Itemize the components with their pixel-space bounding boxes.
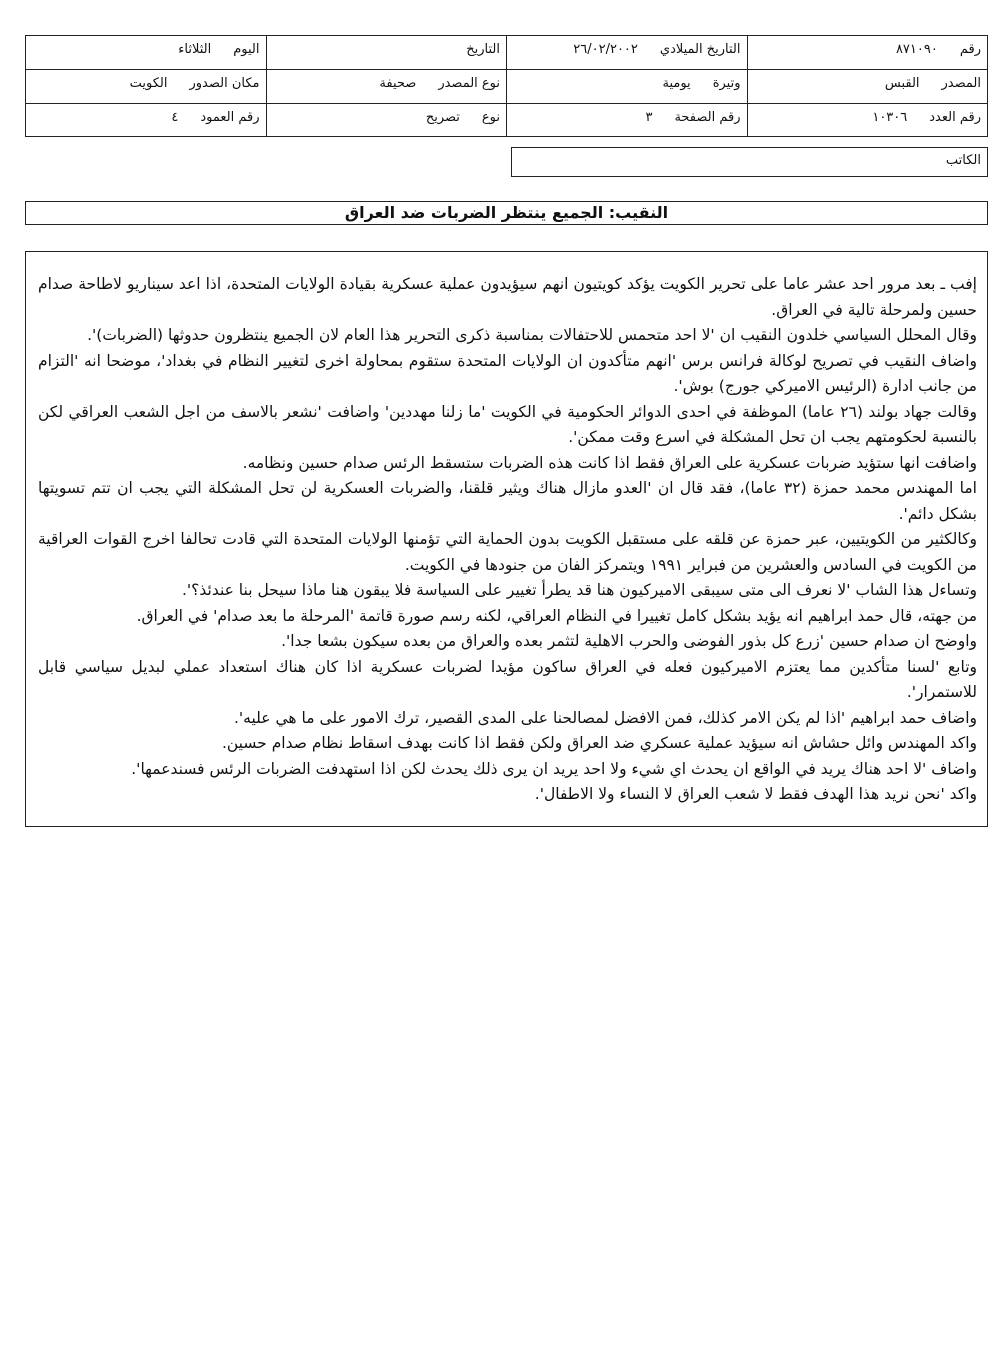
source-value: القبس [884,76,920,91]
writer-label: الكاتب [945,153,981,168]
source-type-value: صحيفة [379,76,417,91]
day-value: الثلاثاء [178,42,212,57]
publication-place-label: مكان الصدور [189,76,260,91]
article-headline: النقيب: الجميع ينتظر الضربات ضد العراق [25,201,988,225]
day-cell [26,36,266,69]
source-type-label: نوع المصدر [438,76,500,91]
article-paragraph: من جهته، قال حمد ابراهيم انه يؤيد بشكل كامل تغييرا في النظام العراقي، لكنه رسم صورة قاتمة 'المرحلة ما بعد صدام' في العراق. [136,606,977,625]
article-paragraph: واضاف النقيب في تصريح لوكالة فرانس برس 'انهم متأكدون ان الولايات المتحدة ستقوم بمحاولة اخرى لتغيير النظام في بغداد'، موضحا انه 'التزام من جانب ادارة (الرئيس الاميركي جورج) بوش'. [38,351,977,395]
day-label: اليوم [233,42,260,57]
metadata-table [25,35,988,137]
publication-place-cell [26,70,266,103]
issue-number-cell [747,104,988,136]
source-cell [747,70,988,103]
writer-field [511,147,988,177]
frequency-label: وتيرة [712,76,741,91]
issue-number-label: رقم العدد [929,110,981,125]
article-paragraph: واكد المهندس وائل حشاش انه سيؤيد عملية عسكري ضد العراق ولكن فقط اذا كانت بهدف اسقاط نظام صدام حسين. [221,734,977,752]
gregorian-date-cell [506,36,747,69]
article-paragraph: اما المهندس محمد حمزة (٣٢ عاما)، فقد قال ان 'العدو مازال هناك ويثير قلقنا، والضربات العسكرية لن تحل المشكلة التي يجب ان تتم تسويتها بشكل دائم'. [38,479,977,523]
page-number-value: ٣ [645,110,653,125]
article-paragraph: إفب ـ بعد مرور احد عشر عاما على تحرير الكويت يؤكد كويتيون انهم سيؤيدون عملية عسكرية بقيادة الولايات المتحدة، اذا اعد سيناريو لاطاحة صدام حسين ولمرحلة تالية في العراق. [38,275,977,319]
gregorian-date-value: ٢٦/٠٢/٢٠٠٢ [573,42,638,57]
frequency-cell [506,70,747,103]
article-paragraph: وتابع 'لسنا متأكدين مما يعتزم الاميركيون فعله في العراق ساكون مؤيدا لضربات عسكرية اذا كان هناك استعداد عملي لبديل سياسي قابل للاستمرار'. [38,657,977,701]
source-type-cell [266,70,507,103]
page-number-label: رقم الصفحة [674,110,741,125]
record-number-value: ٨٧١٠٩٠ [895,42,938,57]
frequency-value: يومية [662,76,691,91]
article-paragraph: وقالت جهاد بولند (٢٦ عاما) الموظفة في احدى الدوائر الحكومية في الكويت 'ما زلنا مهددين' واضافت 'نشعر بالاسف من اجل الشعب العراقي لكن بالنسبة لحكومتهم يجب ان تحل المشكلة في اسرع وقت ممكن'. [38,402,977,446]
publication-place-value: الكويت [129,76,168,91]
article-paragraph: واضافت انها ستؤيد ضربات عسكرية على العراق فقط اذا كانت هذه الضربات ستسقط الرئس صدام حسين ونظامه. [242,453,977,472]
gregorian-date-label: التاريخ الميلادي [659,42,741,57]
article-paragraph: واوضح ان صدام حسين 'زرع كل بذور الفوضى والحرب الاهلية لتثمر بعده والعراق من بعده سيكون بشعا جدا'. [281,632,977,650]
record-number-cell [747,36,988,69]
column-number-cell [26,104,266,136]
article-paragraph: واضاف 'لا احد هناك يريد في الواقع ان يحدث اي شيء ولا احد يريد ان يرى ذلك يحدث لكن اذا استهدفت الضربات الرئس فسندعمها'. [131,759,977,778]
date-label: التاريخ [466,42,500,57]
article-paragraph: واكد 'نحن نريد هذا الهدف فقط لا شعب العراق لا النساء ولا الاطفال'. [534,785,977,803]
article-paragraph: وتساءل هذا الشاب 'لا نعرف الى متى سيبقى الاميركيون هنا قد يطرأ تغيير على السياسة فلا يبقون هنا ماذا سيحل بنا عندئذ؟'. [181,581,977,599]
issue-number-value: ١٠٣٠٦ [872,110,908,125]
metadata-row [25,103,988,137]
metadata-row [25,35,988,69]
metadata-row [25,69,988,103]
article-body [25,251,988,827]
article-paragraph: وكالكثير من الكويتيين، عبر حمزة عن قلقه على مستقبل الكويت بدون الحماية التي تؤمنها الولايات المتحدة التي قادت تحالفا اخرج القوات العراقية من الكويت في السادس والعشرين من فبراير ١٩٩١ ويتمركز الفان من جنودها في الكويت. [38,530,977,574]
type-label: نوع [481,110,500,125]
source-label: المصدر [941,76,981,91]
type-value: تصريح [425,110,460,125]
date-cell [266,36,507,69]
article-paragraph: وقال المحلل السياسي خلدون النقيب ان 'لا احد متحمس للاحتفالات بمناسبة ذكرى التحرير هذا العام لان الجميع ينتظرون حدوثها (الضربات)'. [87,326,977,344]
type-cell [266,104,507,136]
article-paragraph: واضاف حمد ابراهيم 'اذا لم يكن الامر كذلك، فمن الافضل لمصالحنا على المدى القصير، ترك الامور على ما هي عليه'. [233,708,977,727]
column-number-label: رقم العمود [200,110,260,125]
record-number-label: رقم [959,42,981,57]
column-number-value: ٤ [171,110,179,125]
page-number-cell [506,104,747,136]
